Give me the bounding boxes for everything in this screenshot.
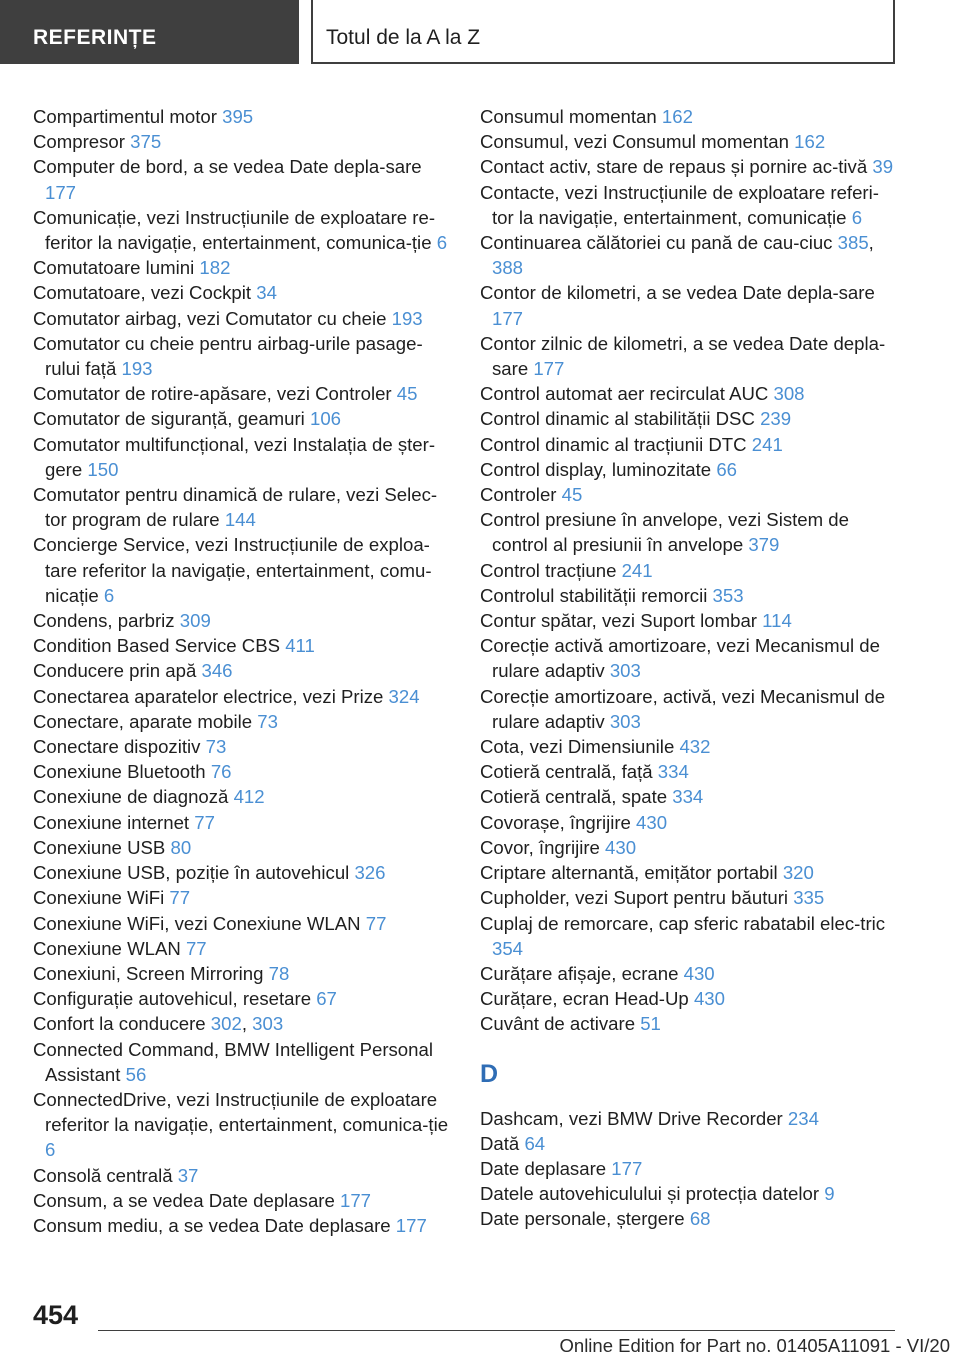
index-term: Cotieră centrală, față [480, 761, 653, 783]
index-entry [33, 835, 453, 860]
index-term: Continuarea călătoriei cu pană de cau-ciuc [480, 232, 833, 254]
index-term: Dată [480, 1132, 520, 1154]
index-term: Corecție activă amortizoare, vezi Mecanismul de rulare adaptiv [480, 635, 880, 682]
page-reference-link[interactable]: 182 [199, 257, 231, 279]
index-term: Conexiune WiFi, vezi Conexiune WLAN [33, 912, 361, 934]
index-term: Cota, vezi Dimensiunile [480, 736, 675, 758]
index-entry [480, 1156, 900, 1181]
index-entry [33, 280, 453, 305]
index-entry [480, 1106, 900, 1131]
index-term: Covor, îngrijire [480, 836, 600, 858]
page-reference-link[interactable]: 326 [354, 862, 386, 884]
page-reference-link[interactable]: 334 [672, 786, 704, 808]
index-term: Contacte, vezi Instrucțiunile de exploatare referi-tor la navigație, entertainment, comunicație [480, 181, 879, 228]
page-title: Totul de la A la Z [311, 0, 895, 64]
index-term: Comutatoare, vezi Cockpit [33, 282, 252, 304]
index-term: Comutator multifuncțional, vezi Instalația de șter-gere [33, 433, 436, 480]
page-reference-link[interactable]: 162 [794, 131, 826, 153]
page-reference-link[interactable]: 239 [760, 408, 792, 430]
index-term: Conexiune USB [33, 836, 166, 858]
index-term: Corecție amortizoare, activă, vezi Mecanismul de rulare adaptiv [480, 685, 886, 732]
index-entry [33, 381, 453, 406]
index-entry [33, 986, 453, 1011]
index-entry [33, 129, 453, 154]
page-reference-link[interactable]: 39 [872, 156, 894, 178]
index-term: Control automat aer recirculat AUC [480, 383, 769, 405]
page-reference-link[interactable]: 177 [611, 1157, 643, 1179]
page-reference-link[interactable]: 78 [268, 962, 290, 984]
section-tab: REFERINȚE [0, 0, 299, 64]
index-entry [33, 306, 453, 331]
index-term: Curățare afișaje, ecrane [480, 962, 679, 984]
index-entry [33, 104, 453, 129]
index-entry [33, 810, 453, 835]
index-term: Conexiune WLAN [33, 937, 181, 959]
index-entry [480, 507, 900, 557]
index-entry [480, 885, 900, 910]
index-entry [480, 457, 900, 482]
index-term: Confort la conducere [33, 1013, 206, 1035]
index-entry [33, 709, 453, 734]
index-entry [480, 734, 900, 759]
page-reference-link[interactable]: 177 [533, 358, 565, 380]
page-reference-link[interactable]: 177 [492, 307, 524, 329]
index-entry [33, 1087, 453, 1163]
page-reference-link[interactable]: 80 [170, 836, 192, 858]
page-reference-link[interactable]: 77 [365, 912, 387, 934]
index-entry [33, 406, 453, 431]
page-reference-link[interactable]: 335 [793, 887, 825, 909]
index-term: Contur spătar, vezi Suport lombar [480, 610, 757, 632]
index-entry [33, 759, 453, 784]
index-term: Control presiune în anvelope, vezi Sistem de control al presiunii în anvelope [480, 509, 849, 556]
page-reference-link[interactable]: 9 [824, 1183, 835, 1205]
index-term: Configurație autovehicul, resetare [33, 988, 312, 1010]
page-reference-link[interactable]: 303 [609, 710, 641, 732]
index-term: Covorașe, îngrijire [480, 811, 631, 833]
index-term: Conectare dispozitiv [33, 736, 201, 758]
index-entry [33, 734, 453, 759]
index-entry [33, 1037, 453, 1087]
index-entry [480, 1181, 900, 1206]
index-entry [33, 432, 453, 482]
page-reference-link[interactable]: 302 [210, 1013, 242, 1035]
index-entry [33, 936, 453, 961]
page-reference-link[interactable]: 432 [679, 736, 711, 758]
index-term: Comutator pentru dinamică de rulare, vezi Selec-tor program de rulare [33, 484, 438, 531]
index-entry [480, 154, 900, 179]
index-entry [33, 658, 453, 683]
index-column-left [33, 104, 453, 1238]
index-term: Cuplaj de remorcare, cap sferic rabatabil elec-tric [480, 912, 886, 934]
index-term: Conexiuni, Screen Mirroring [33, 962, 264, 984]
page-reference-link[interactable]: 241 [751, 433, 783, 455]
page-reference-link[interactable]: 45 [561, 484, 583, 506]
page-reference-link[interactable]: 193 [391, 307, 423, 329]
index-term: Dashcam, vezi BMW Drive Recorder [480, 1107, 783, 1129]
index-entry [480, 911, 900, 961]
page-reference-link[interactable]: 177 [45, 181, 77, 203]
index-term: Controler [480, 484, 557, 506]
index-entry [33, 911, 453, 936]
page-reference-link[interactable]: 346 [201, 660, 233, 682]
page-reference-link[interactable]: 303 [609, 660, 641, 682]
index-entry [480, 381, 900, 406]
page-reference-link[interactable]: 354 [492, 937, 524, 959]
index-entry [480, 104, 900, 129]
page-reference-link[interactable]: 395 [222, 106, 254, 127]
index-entry [33, 482, 453, 532]
footer-divider [98, 1330, 895, 1331]
page-reference-link[interactable]: 77 [185, 937, 207, 959]
page-reference-link[interactable]: 375 [130, 131, 162, 153]
index-entry [33, 633, 453, 658]
page-reference-link[interactable]: 353 [712, 584, 744, 606]
page-reference-link[interactable]: 177 [395, 1214, 427, 1236]
page-reference-link[interactable]: 6 [103, 584, 115, 606]
index-term: Comutator de siguranță, geamuri [33, 408, 305, 430]
page-reference-link[interactable]: 6 [851, 206, 863, 228]
index-entry [33, 1163, 453, 1188]
index-term: Control dinamic al stabilității DSC [480, 408, 755, 430]
index-entry [33, 1213, 453, 1238]
index-entry [480, 1131, 900, 1156]
index-term: Comutator airbag, vezi Comutator cu cheie [33, 307, 387, 329]
index-entry [480, 1206, 900, 1231]
index-term: Consumul momentan [480, 106, 657, 127]
index-entry [33, 885, 453, 910]
page-reference-link[interactable]: 303 [252, 1013, 284, 1035]
page-reference-link[interactable]: 320 [782, 862, 814, 884]
index-term: ConnectedDrive, vezi Instrucțiunile de exploatare referitor la navigație, entertainment, comunica-ție [33, 1088, 449, 1136]
page-reference-link[interactable]: 73 [257, 710, 278, 732]
index-term: Comutator de rotire-apăsare, vezi Controler [33, 383, 392, 405]
index-term: Connected Command, BMW Intelligent Personal Assistant [33, 1038, 433, 1085]
index-entry [480, 432, 900, 457]
page-reference-link[interactable]: 308 [773, 383, 805, 405]
index-term: Control dinamic al tracțiunii DTC [480, 433, 747, 455]
page-reference-link[interactable]: 385 [837, 232, 869, 254]
page-reference-link[interactable]: 114 [762, 610, 792, 632]
index-entry [33, 255, 453, 280]
page-reference-link[interactable]: 430 [683, 962, 715, 984]
index-term: Consum mediu, a se vedea Date deplasare [33, 1214, 391, 1236]
index-term: Control display, luminozitate [480, 458, 712, 480]
index-entry: Confort la conducere 302, 303 [33, 1013, 284, 1035]
page-reference-link[interactable]: 411 [285, 635, 315, 657]
index-term: Date deplasare [480, 1157, 607, 1179]
index-term: Comutatoare lumini [33, 257, 195, 279]
index-term: Computer de bord, a se vedea Date depla-sare [33, 156, 422, 178]
index-term: Consolă centrală [33, 1164, 173, 1186]
index-entry [480, 759, 900, 784]
index-term: Conexiune WiFi [33, 887, 165, 909]
index-term: Criptare alternantă, emițător portabil [480, 862, 778, 884]
index-term: Conexiune USB, poziție în autovehicul [33, 862, 350, 884]
section-letter-d: D [480, 1059, 499, 1088]
page-reference-link[interactable]: 430 [693, 988, 725, 1010]
page-reference-link[interactable]: 193 [121, 358, 153, 380]
footer-edition: Online Edition for Part no. 01405A11091 - VI/20 [559, 1335, 950, 1356]
page-reference-link[interactable]: 430 [605, 836, 637, 858]
index-entry [33, 205, 453, 255]
index-entry [33, 608, 453, 633]
index-entry [480, 810, 900, 835]
index-entry [33, 961, 453, 986]
index-entry: Continuarea călătoriei cu pană de cau-ciuc 385, 388 [480, 232, 874, 279]
page-reference-link[interactable]: 241 [621, 559, 653, 581]
index-entry [480, 860, 900, 885]
index-term: Consum, a se vedea Date deplasare [33, 1189, 335, 1211]
index-entry [33, 532, 453, 608]
index-term: Conexiune internet [33, 811, 190, 833]
index-entry [480, 180, 900, 230]
index-entries-c [480, 104, 900, 1037]
index-entry [480, 986, 900, 1011]
index-term: Conectarea aparatelor electrice, vezi Prize [33, 685, 384, 707]
index-term: Condens, parbriz [33, 610, 175, 632]
page-reference-link[interactable]: 37 [177, 1164, 199, 1186]
index-term: Comutator cu cheie pentru airbag-urile pasage-rului față [33, 332, 423, 380]
index-term: Date personale, ștergere [480, 1208, 685, 1230]
index-term: Datele autovehiculului și protecția datelor [480, 1183, 820, 1205]
index-entry [33, 154, 453, 204]
index-term: Comunicație, vezi Instrucțiunile de exploatare re-feritor la navigație, entertainment, comunica-ție [33, 206, 436, 254]
index-term: Condition Based Service CBS [33, 635, 281, 657]
page-reference-link[interactable]: 388 [492, 257, 524, 279]
page-reference-link[interactable]: 77 [194, 811, 215, 833]
page-reference-link[interactable]: 144 [224, 509, 256, 531]
index-entry [480, 784, 900, 809]
page-reference-link[interactable]: 162 [661, 106, 693, 127]
index-entry [480, 129, 900, 154]
index-entry [33, 784, 453, 809]
index-term: Conectare, aparate mobile [33, 710, 253, 732]
index-entry [480, 558, 900, 583]
index-term: Compresor [33, 131, 125, 153]
page-reference-link[interactable]: 68 [689, 1208, 711, 1230]
index-term: Contor de kilometri, a se vedea Date depla-sare [480, 282, 875, 304]
index-entry [480, 406, 900, 431]
page-reference-link[interactable]: 34 [256, 282, 277, 304]
page-reference-link[interactable]: 412 [233, 786, 265, 808]
index-entry [33, 1188, 453, 1213]
page-reference-link[interactable]: 76 [210, 761, 232, 783]
index-entry [480, 633, 900, 683]
page-reference-link[interactable]: 324 [388, 685, 420, 707]
index-entry [480, 835, 900, 860]
index-term: Cupholder, vezi Suport pentru băuturi [480, 887, 789, 909]
index-entry [480, 280, 900, 330]
page-reference-link[interactable]: 6 [45, 1139, 56, 1161]
index-entry [480, 1011, 900, 1036]
index-term: Cuvânt de activare [480, 1013, 636, 1035]
index-term: Conducere prin apă [33, 660, 197, 682]
index-term: Curățare, ecran Head-Up [480, 988, 689, 1010]
index-entry [480, 684, 900, 734]
page-reference-link[interactable]: 6 [436, 232, 448, 254]
page-reference-link[interactable]: 430 [636, 811, 668, 833]
index-entry [480, 482, 900, 507]
page-reference-link[interactable]: 56 [125, 1063, 147, 1085]
index-term: Contact activ, stare de repaus și pornire ac-tivă [480, 156, 868, 178]
index-entry [33, 331, 453, 381]
index-term: Control tracțiune [480, 559, 617, 581]
page-reference-link[interactable]: 51 [640, 1013, 661, 1035]
index-term: Cotieră centrală, spate [480, 786, 668, 808]
index-term: Consumul, vezi Consumul momentan [480, 131, 789, 153]
index-entry [33, 684, 453, 709]
page-reference-link[interactable]: 309 [179, 610, 211, 632]
index-entry [480, 331, 900, 381]
page-reference-link[interactable]: 67 [316, 988, 337, 1010]
page-reference-link[interactable]: 106 [310, 408, 342, 430]
page-reference-link[interactable]: 66 [716, 458, 738, 480]
page-reference-link[interactable]: 379 [748, 534, 780, 556]
index-entry [480, 961, 900, 986]
page-reference-link[interactable]: 334 [657, 761, 689, 783]
index-column-right [480, 104, 900, 1232]
index-term: Concierge Service, vezi Instrucțiunile de exploa-tare referitor la navigație, entertainment, comu-nicație [33, 534, 432, 606]
page-reference-link[interactable]: 234 [787, 1107, 819, 1129]
index-entry [480, 608, 900, 633]
index-term: Compartimentul motor [33, 106, 217, 127]
page-number: 454 [33, 1300, 79, 1330]
index-entry [480, 583, 900, 608]
page-reference-link[interactable]: 64 [524, 1132, 546, 1154]
index-entry [33, 860, 453, 885]
page-reference-link[interactable]: 150 [87, 458, 119, 480]
page-reference-link[interactable]: 77 [169, 887, 191, 909]
index-entries-d [480, 1106, 900, 1232]
page-reference-link[interactable]: 45 [396, 383, 418, 405]
index-term: Controlul stabilității remorcii [480, 584, 708, 606]
page-reference-link[interactable]: 73 [205, 736, 227, 758]
index-term: Contor zilnic de kilometri, a se vedea Date depla-sare [480, 332, 886, 380]
page-reference-link[interactable]: 177 [339, 1189, 372, 1211]
index-term: Conexiune de diagnoză [33, 786, 229, 808]
index-term: Conexiune Bluetooth [33, 761, 206, 783]
